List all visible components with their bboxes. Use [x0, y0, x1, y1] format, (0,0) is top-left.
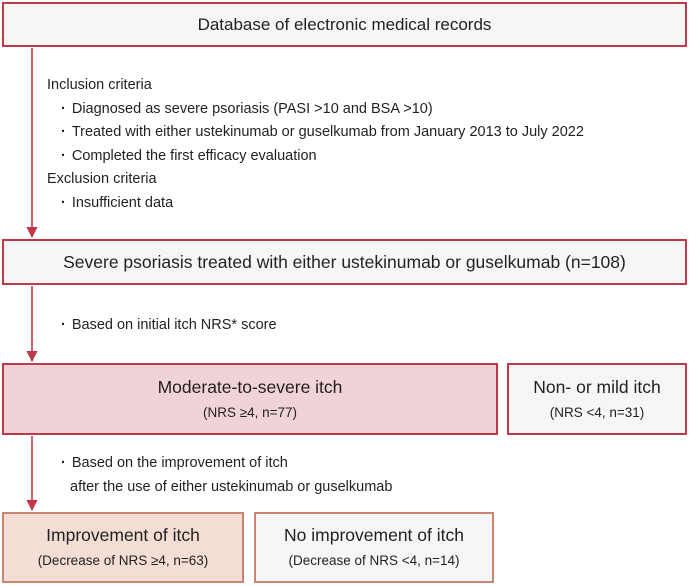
- improvement-basis-line-2: after the use of either ustekinumab or guselkumab: [70, 478, 393, 495]
- non-mild-title: Non- or mild itch: [533, 376, 661, 397]
- no-improvement-box: [254, 512, 494, 583]
- exclusion-heading: Exclusion criteria: [47, 171, 157, 187]
- criteria-block: [47, 74, 584, 215]
- severe-psoriasis-box: [2, 239, 687, 285]
- improvement-basis-line-1: · Based on the improvement of itch: [47, 452, 392, 476]
- moderate-severe-itch-box: [2, 363, 498, 435]
- inclusion-item: · Treated with either ustekinumab or guselkumab from January 2013 to July 2022: [47, 121, 584, 145]
- database-box: [2, 2, 687, 47]
- itch-basis-note: [47, 314, 277, 338]
- inclusion-item: · Diagnosed as severe psoriasis (PASI >10 and BSA >10): [47, 98, 584, 122]
- itch-basis-text: · Based on initial itch NRS* score: [47, 314, 277, 338]
- non-mild-detail: (NRS <4, n=31): [549, 404, 645, 420]
- improvement-basis-note: [47, 452, 392, 499]
- improvement-detail: (Decrease of NRS ≥4, n=63): [37, 553, 209, 568]
- inclusion-heading: Inclusion criteria: [47, 77, 152, 93]
- moderate-severe-title: Moderate-to-severe itch: [157, 376, 343, 397]
- no-improvement-title: No improvement of itch: [284, 525, 464, 545]
- inclusion-item: · Completed the first efficacy evaluation: [47, 145, 584, 169]
- non-mild-itch-box: [507, 363, 687, 435]
- exclusion-item: · Insufficient data: [47, 192, 584, 216]
- database-label: Database of electronic medical records: [197, 14, 492, 34]
- moderate-severe-detail: (NRS ≥4, n=77): [202, 404, 298, 420]
- no-improvement-detail: (Decrease of NRS <4, n=14): [288, 553, 460, 568]
- improvement-title: Improvement of itch: [46, 525, 200, 545]
- improvement-box: [2, 512, 244, 583]
- severe-psoriasis-label: Severe psoriasis treated with either ustekinumab or guselkumab (n=108): [63, 251, 626, 272]
